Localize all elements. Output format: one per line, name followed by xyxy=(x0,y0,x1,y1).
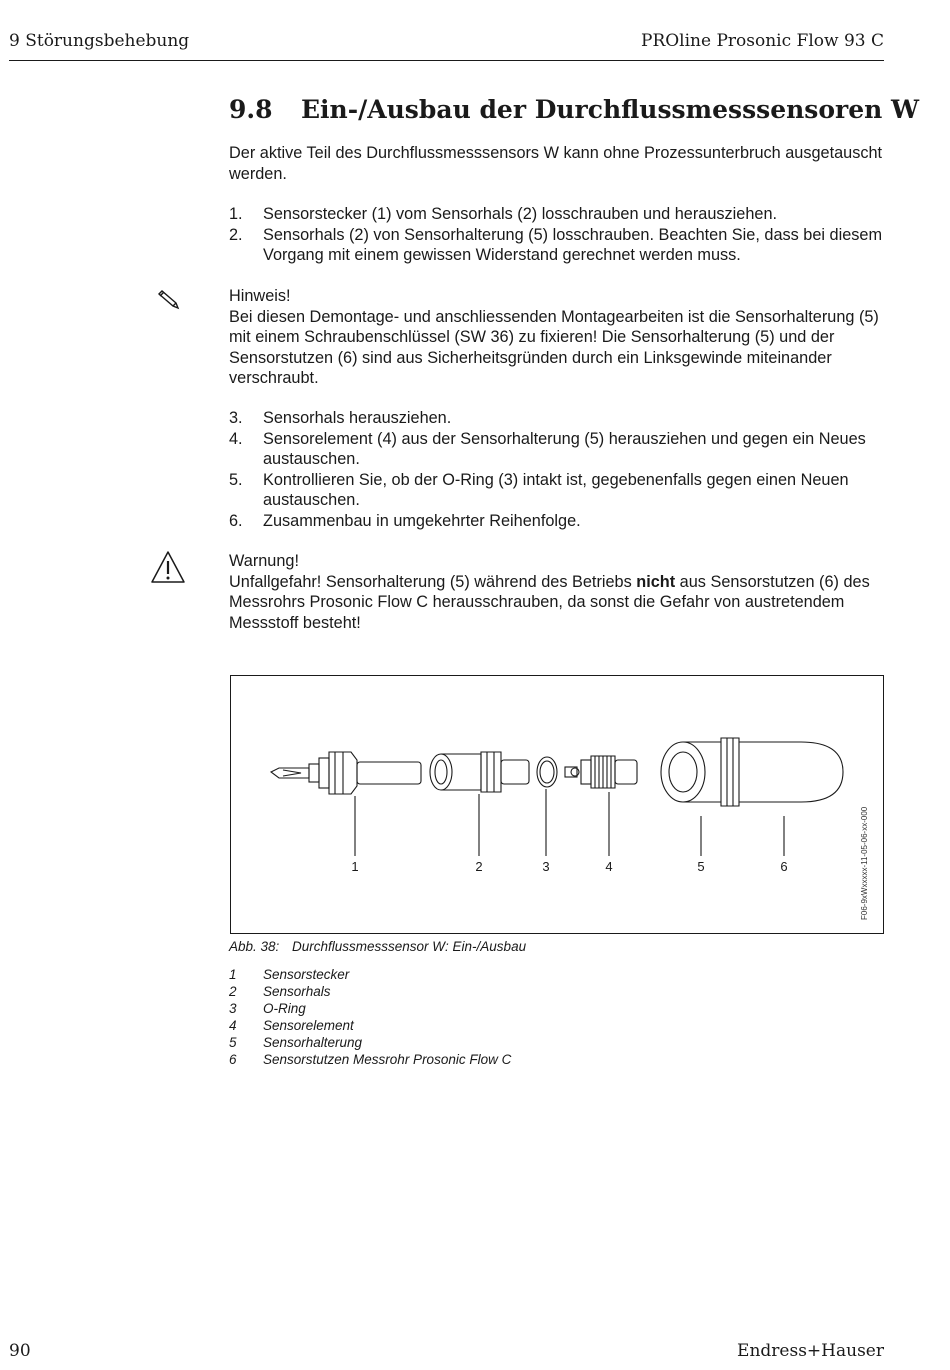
caption-label: Abb. 38: xyxy=(229,939,280,954)
legend-item: 6 Sensorstutzen Messrohr Prosonic Flow C xyxy=(229,1052,512,1067)
note-block xyxy=(229,286,884,389)
note-title: Hinweis! xyxy=(229,287,291,305)
sensor-neck-part xyxy=(430,752,529,792)
figure-legend xyxy=(229,966,511,1068)
pencil-icon xyxy=(155,288,183,312)
legend-item: 1 Sensorstecker xyxy=(229,967,350,982)
list-item: 5. Kontrollieren Sie, ob der O-Ring (3) intakt ist, gegebenenfalls gegen einen Neuen austauschen. xyxy=(229,470,849,509)
callout-2: 2 xyxy=(475,859,483,874)
callout-5: 5 xyxy=(697,859,705,874)
warning-text: Unfallgefahr! Sensorhalterung (5) während des Betriebs nicht aus Sensorstutzen (6) des Messrohrs Prosonic Flow C herausschrauben, da sonst die Gefahr von austretendem Messstoff besteht! xyxy=(229,572,870,632)
list-item: 3. Sensorhals herausziehen. xyxy=(229,409,452,427)
warning-triangle-icon xyxy=(150,550,186,584)
caption-text: Durchflussmesssensor W: Ein-/Ausbau xyxy=(292,939,527,954)
list-item: 6. Zusammenbau in umgekehrter Reihenfolge. xyxy=(229,511,581,530)
o-ring-part xyxy=(537,757,557,787)
legend-item: 2 Sensorhals xyxy=(229,984,331,999)
warning-title: Warnung! xyxy=(229,552,299,570)
list-item: 4. Sensorelement (4) aus der Sensorhalterung (5) herausziehen und gegen ein Neues austauschen. xyxy=(229,429,866,468)
sensor-socket-part xyxy=(739,742,843,802)
warning-emphasis: nicht xyxy=(636,572,676,591)
sensor-exploded-drawing xyxy=(231,676,883,933)
legend-item: 5 Sensorhalterung xyxy=(229,1035,363,1050)
figure-caption xyxy=(229,939,526,954)
figure-code: F06-9xWxxxxx-11-05-06-xx-000 xyxy=(860,806,869,920)
header-product: PROline Prosonic Flow 93 C xyxy=(641,31,884,51)
callout-4: 4 xyxy=(605,859,613,874)
list-item: 1. Sensorstecker (1) vom Sensorhals (2) losschrauben und herausziehen. xyxy=(229,205,778,223)
header-divider xyxy=(9,60,884,61)
section-number: 9.8 xyxy=(229,95,273,124)
figure-box xyxy=(230,675,884,934)
sensor-holder-part xyxy=(661,738,739,806)
steps-list-a xyxy=(229,204,884,266)
header-chapter: 9 Störungsbehebung xyxy=(9,31,190,51)
footer-brand: Endress+Hauser xyxy=(737,1341,884,1361)
section-title: Ein-/Ausbau der Durchflussmesssensoren W xyxy=(301,95,920,124)
legend-item: 4 Sensorelement xyxy=(229,1018,354,1033)
callout-3: 3 xyxy=(542,859,550,874)
legend-item: 3 O-Ring xyxy=(229,1001,306,1016)
intro-paragraph xyxy=(229,143,884,184)
list-item: 2. Sensorhals (2) von Sensorhalterung (5) losschrauben. Beachten Sie, dass bei diesem Vorgang mit einem gewissen Widerstand gerechnet werden muss. xyxy=(229,225,883,264)
note-text: Bei diesen Demontage- und anschliessenden Montagearbeiten ist die Sensorhalterung (5) mit einem Schraubenschlüssel (SW 36) zu fixieren! Die Sensorhalterung (5) und der Sensorstutzen (6) sind aus Sicherheitsgründen durch ein Linksgewinde miteinander verschraubt. xyxy=(229,307,879,387)
callout-6: 6 xyxy=(780,859,788,874)
sensor-connector-part xyxy=(271,752,421,794)
section-heading xyxy=(229,95,919,124)
steps-list-b xyxy=(229,408,884,531)
sensor-element-part xyxy=(565,756,637,788)
callout-1: 1 xyxy=(351,859,359,874)
warning-block xyxy=(229,551,884,633)
page-number: 90 xyxy=(9,1341,31,1361)
intro-text: Der aktive Teil des Durchflussmesssensors W kann ohne Prozessunterbruch ausgetauscht werden. xyxy=(229,144,883,183)
